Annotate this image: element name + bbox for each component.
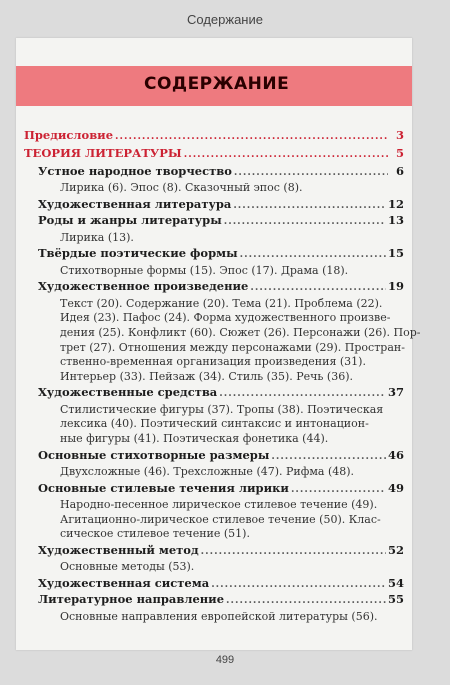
page-number: 499 [215, 654, 235, 666]
dot-leader [211, 580, 386, 590]
dot-leader [224, 217, 386, 227]
toc-entry[interactable] [16, 148, 412, 162]
toc-entry[interactable] [16, 542, 412, 559]
dot-leader [234, 168, 388, 178]
title-banner [16, 66, 412, 106]
toc-entry-label: Художественная литература [38, 197, 232, 211]
toc-subtopics [60, 610, 406, 625]
toc-entry-page: 12 [387, 197, 404, 211]
toc-subtopics [60, 498, 406, 542]
toc-subtopics [60, 560, 406, 575]
toc-subtopic-line: дения (25). Конфликт (60). Сюжет (26). Персонажи (26). Пор- [60, 325, 421, 339]
dot-leader [226, 596, 386, 606]
toc-entry[interactable] [16, 594, 412, 608]
toc-subtopic-line: Интерьер (33). Пейзаж (34). Стиль (35). Речь (36). [60, 369, 353, 383]
toc-entry-label: Литературное направление [38, 592, 225, 607]
dot-leader [233, 201, 386, 211]
running-header: Содержание [187, 12, 263, 27]
toc-entry-page: 55 [387, 592, 404, 607]
toc-entry[interactable] [16, 480, 412, 497]
toc-entry-page: 52 [387, 542, 404, 557]
toc-subtopic-line: Стилистические фигуры (37). Тропы (38). Поэтическая [60, 402, 384, 416]
toc-subtopic-line: лексика (40). Поэтический синтаксис и интонацион- [60, 417, 369, 431]
toc-entry[interactable] [16, 281, 412, 295]
toc-subtopic-line: Основные методы (53). [60, 560, 195, 574]
toc-entry-page: 3 [395, 128, 404, 142]
toc-subtopic-line: Лирика (6). Эпос (8). Сказочный эпос (8). [60, 181, 303, 195]
dot-leader [291, 485, 386, 495]
dot-leader [219, 389, 386, 399]
toc-entry-page: 13 [387, 213, 404, 228]
dot-leader [250, 283, 386, 293]
dot-leader [115, 132, 388, 142]
toc-entry-page: 54 [387, 575, 404, 590]
toc-subtopic-line: Народно-песенное лирическое стилевое течение (49). [60, 498, 378, 511]
toc-entry[interactable] [16, 447, 412, 464]
toc-entry-label: Художественная система [38, 575, 210, 590]
dot-leader [271, 452, 386, 462]
toc-entry-label: Твёрдые поэтические формы [38, 246, 238, 261]
toc-entry-label: Роды и жанры литературы [38, 213, 222, 228]
dot-leader [184, 150, 388, 160]
toc-entry[interactable] [16, 248, 412, 262]
toc-entry-label: Основные стилевые течения лирики [38, 480, 289, 495]
toc-entry[interactable] [16, 166, 412, 180]
toc-entry[interactable] [16, 575, 412, 592]
toc-entry-page: 6 [395, 164, 404, 178]
toc-subtopics [60, 296, 421, 385]
dot-leader [201, 547, 386, 557]
toc-subtopic-line: Лирика (13). [60, 230, 134, 244]
toc-subtopic-line: Текст (20). Содержание (20). Тема (21). Проблема (22). [60, 296, 383, 310]
toc-subtopics [60, 264, 406, 279]
toc-subtopics [60, 465, 406, 480]
toc-entry-page: 5 [395, 146, 404, 160]
toc-entry-label: Художественный метод [38, 542, 199, 557]
toc-subtopic-line: Основные направления европейской литературы (56). [60, 609, 378, 623]
toc-subtopic-line: ные фигуры (41). Поэтическая фонетика (44). [60, 431, 329, 445]
content-sheet [16, 38, 421, 650]
toc-subtopic-line: Стихотворные формы (15). Эпос (17). Драма (18). [60, 263, 349, 277]
toc-subtopic-line: ственно-временная организация произведения (31). [60, 355, 366, 369]
toc-subtopic-line: Агитационно-лирическое стилевое течение (50). Клас- [60, 512, 381, 526]
toc-entry-page: 15 [387, 246, 404, 261]
toc-subtopics [60, 231, 406, 246]
toc-entry-page: 37 [387, 385, 404, 400]
page-title: СОДЕРЖАНИЕ [144, 74, 290, 94]
toc-subtopic-line: сическое стилевое течение (51). [60, 527, 250, 541]
toc-entry-page: 46 [387, 447, 404, 462]
dot-leader [240, 250, 386, 260]
toc-entry[interactable] [16, 199, 412, 213]
toc-entry[interactable] [16, 387, 412, 401]
toc-entry-label: Художественное произведение [38, 279, 249, 294]
toc-entry-label: Основные стихотворные размеры [38, 447, 270, 462]
toc-entry-label: ТЕОРИЯ ЛИТЕРАТУРЫ [24, 146, 182, 160]
toc-entry-page: 19 [387, 279, 404, 294]
toc-subtopics [60, 181, 406, 196]
toc-subtopic-line: Двухсложные (46). Трехсложные (47). Рифма (48). [60, 465, 355, 478]
toc-entry-page: 49 [387, 480, 404, 495]
toc-entry[interactable] [16, 130, 412, 144]
toc-subtopics [60, 403, 406, 447]
toc-entry-label: Устное народное творчество [38, 164, 232, 178]
toc-entry-label: Предисловие [24, 128, 114, 142]
toc-entry[interactable] [16, 215, 412, 229]
toc-entry-label: Художественные средства [38, 385, 218, 400]
toc-subtopic-line: Идея (23). Пафос (24). Форма художественного произве- [60, 311, 391, 325]
toc-subtopic-line: трет (27). Отношения между персонажами (29). Простран- [60, 340, 405, 354]
